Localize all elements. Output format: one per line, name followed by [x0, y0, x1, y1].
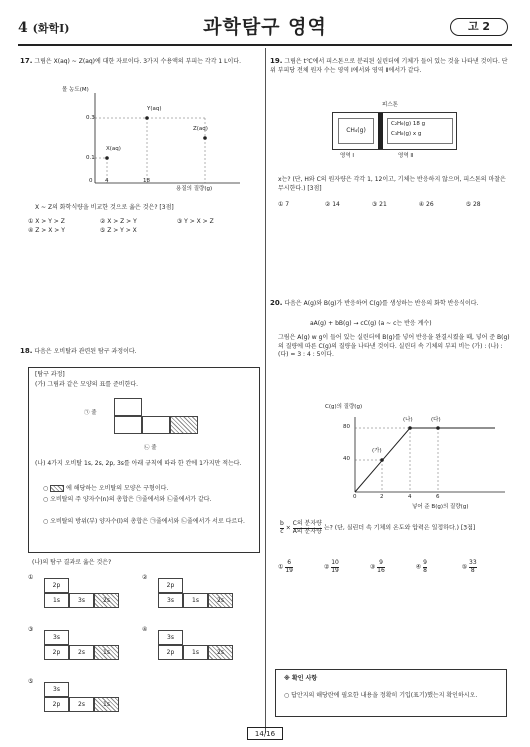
q18-option-1[interactable]: [28, 574, 138, 614]
cell: 3s: [44, 682, 69, 697]
box-title: [탐구 과정]: [35, 371, 65, 378]
piston-label: 피스톤: [382, 102, 398, 108]
choice[interactable]: ③ 21: [371, 201, 387, 208]
question-stem: 그림은 t℃에서 피스톤으로 분리된 실린더에 기체가 들어 있는 것을 나타낸 것이다. 단위 부피당 전체 원자 수는 영역 Ⅰ에서와 영역 Ⅱ에서가 같다.: [270, 58, 508, 74]
region-2-label: 영역 Ⅱ: [398, 153, 414, 159]
cell: 1s: [44, 593, 69, 608]
choice[interactable]: ⑤ Z > Y > X: [99, 226, 137, 234]
marker-na: [408, 426, 412, 430]
option-num: ④: [142, 626, 148, 633]
choice[interactable]: ① 7: [278, 201, 290, 208]
rule-2: ○ 오비탈의 주 양자수(n)의 총합은 ㉠줄에서와 ㉡줄에서가 같다.: [43, 496, 212, 503]
option-num: ②: [142, 574, 148, 581]
rule-3-text: 오비탈의 방위(부) 양자수(l)의 총합은 ㉠줄에서와 ㉡줄에서가 서로 다르다.: [50, 518, 245, 525]
cell: 2s: [69, 697, 94, 712]
question-number: 17.: [20, 57, 33, 65]
q18-question: (나)의 탐구 결과로 옳은 것은?: [32, 559, 112, 566]
choice[interactable]: ① $\frac{6}{19}$: [278, 559, 293, 574]
rule-1-text: 에 해당하는 오비탈의 모양은 구형이다.: [66, 485, 169, 492]
question-number: 20.: [270, 299, 283, 307]
cell: 2s: [69, 645, 94, 660]
q17-label-x: X(aq): [106, 146, 121, 152]
cylinder: [332, 112, 457, 150]
row2-label: ㉡ 줄: [144, 445, 157, 451]
section-number: 4: [18, 20, 28, 36]
grid-cell-hatched: [170, 416, 198, 434]
grid-cell: [114, 416, 142, 434]
point-x: [105, 156, 109, 160]
region-2-gas: [387, 118, 453, 144]
marker-label-ga: (가): [372, 448, 382, 454]
choice[interactable]: ③ Y > X > Z: [176, 218, 214, 225]
cell: 1s: [183, 645, 208, 660]
choice[interactable]: ⑤ 28: [465, 201, 481, 208]
cell: 1s: [94, 645, 119, 660]
q17-ytick-01: 0.1: [86, 155, 95, 161]
cell: 2p: [44, 697, 69, 712]
fraction-b-over-c: $\frac{b}{c}$: [280, 520, 284, 535]
q17-question: X ~ Z의 화학식량을 비교한 것으로 옳은 것은? [3점]: [35, 204, 174, 211]
page-title: 과학탐구 영역: [203, 16, 327, 38]
q17-ytick-03: 0.3: [86, 115, 95, 121]
q20-description: 그림은 A(g) w g이 들어 있는 실린더에 B(g)를 넣어 반응을 완결시켰을 때, 넣어 준 B(g)의 질량에 따른 C(g)의 질량을 나타낸 것이다. 실린더 속 기체의 부피 비는 (가) : (나) : (다) = 3 : 4 : 5이다.: [278, 334, 510, 359]
cell: 2p: [44, 578, 69, 593]
grid-top-cell: [114, 398, 142, 416]
choice[interactable]: ② 14: [324, 201, 340, 208]
question-20: [270, 298, 510, 309]
question-stem: 다음은 오비탈과 관련된 탐구 과정이다.: [34, 348, 137, 355]
q18-option-4[interactable]: [142, 626, 252, 666]
piston: [378, 113, 383, 149]
choice[interactable]: ② X > Z > Y: [99, 218, 137, 225]
notice-title: ※ 확인 사항: [284, 675, 318, 682]
region-1-label: 영역 Ⅰ: [340, 153, 354, 159]
q17-ylabel: 몰 농도(M): [62, 87, 89, 93]
q20-xlabel: 넣어 준 B(g)의 질량(g): [412, 504, 469, 510]
q17-xtick-4: 4: [105, 178, 109, 184]
grade-badge: 고 2: [450, 18, 508, 36]
q19-choices: [278, 201, 510, 210]
q18-option-2[interactable]: [142, 574, 252, 614]
hatched-swatch: [50, 485, 64, 492]
q20-xtick-6: 6: [436, 494, 440, 500]
notice-box: [275, 669, 507, 717]
question-stem: 다음은 A(g)와 B(g)가 반응하여 C(g)를 생성하는 반응의 화학 반응식이다.: [284, 300, 479, 307]
option-num: ⑤: [28, 678, 34, 685]
cell: 2p: [44, 645, 69, 660]
q20-ylabel: C(g)의 질량(g): [325, 404, 363, 410]
marker-ga: [380, 458, 384, 462]
row1-label: ㉠ 줄: [84, 410, 97, 416]
choice[interactable]: ③ $\frac{9}{16}$: [369, 559, 385, 574]
header-divider: [18, 44, 512, 46]
marker-da: [436, 426, 440, 430]
cell: 2s: [94, 593, 119, 608]
cell: 3s: [158, 593, 183, 608]
cell: 1s: [183, 593, 208, 608]
marker-label-na: (나): [403, 417, 413, 423]
question-18: [20, 346, 260, 357]
gas-c3h8: C₃H₈(g) x g: [391, 130, 422, 137]
cell: 2s: [208, 645, 233, 660]
point-z: [203, 136, 207, 140]
q17-chart: [55, 88, 255, 198]
gas-c2h6: C₂H₆(g) 18 g: [391, 121, 426, 127]
q17-choices: [28, 218, 263, 235]
q20-question-text: 는? (단, 실린더 속 기체의 온도와 압력은 일정하다.) [3점]: [323, 524, 476, 532]
question-17: [20, 56, 260, 67]
point-y: [145, 116, 149, 120]
grid-cell: [142, 416, 170, 434]
q20-ytick-40: 40: [343, 456, 350, 462]
q20-question: $\frac{b}{c}$ × $\frac{\text{C의 분자량}}{\text{A의 분자량}}$ 는? (단, 실린더 속 기체의 온도와 압력은 일정하다.) [3점]: [280, 520, 476, 535]
page-current: 14: [254, 730, 264, 738]
choice[interactable]: ④ Z > X > Y: [28, 226, 65, 234]
q17-xtick-18: 18: [143, 178, 150, 184]
rule-3: ○ 오비탈의 방위(부) 양자수(l)의 총합은 ㉠줄에서와 ㉡줄에서가 서로 다르다.: [43, 518, 245, 525]
choice[interactable]: ⑤ $\frac{33}{8}$: [461, 559, 477, 574]
q20-ytick-80: 80: [343, 424, 350, 430]
inquiry-box: [28, 367, 260, 553]
choice[interactable]: ④ $\frac{9}{8}$: [415, 559, 427, 574]
q20-chart: [340, 412, 510, 502]
choice[interactable]: ② $\frac{10}{19}$: [323, 559, 339, 574]
q17-label-y: Y(aq): [147, 106, 162, 112]
q18-option-5[interactable]: [28, 678, 138, 718]
q20-choices: [278, 560, 510, 574]
option-num: ③: [28, 626, 34, 633]
cell: 1s: [94, 697, 119, 712]
question-number: 18.: [20, 347, 33, 355]
step-a: (가) 그림과 같은 모양의 표를 준비한다.: [35, 381, 139, 388]
q17-ytick-0: 0: [89, 178, 93, 184]
question-number: 19.: [270, 57, 283, 65]
q18-option-3[interactable]: [28, 626, 138, 666]
rule-2-text: 오비탈의 주 양자수(n)의 총합은 ㉠줄에서와 ㉡줄에서가 같다.: [50, 496, 212, 503]
page-number: 14/16: [247, 727, 283, 740]
cell: 3s: [44, 630, 69, 645]
notice-text: ○ 답안지의 해당란에 필요한 내용을 정확히 기입(표기)했는지 확인하시오.: [284, 691, 478, 699]
question-stem: 그림은 X(aq) ~ Z(aq)에 대한 자료이다. 3가지 수용액의 부피는 각각 1 L이다.: [34, 58, 241, 65]
rule-1: ○ 에 해당하는 오비탈의 모양은 구형이다.: [43, 485, 169, 492]
q20-xtick-2: 2: [380, 494, 384, 500]
option-num: ①: [28, 574, 34, 581]
chemical-equation: aA(g) + bB(g) → cC(g) (a ~ c는 반응 계수): [310, 320, 432, 327]
question-19: [270, 56, 510, 75]
choice[interactable]: ① X > Y > Z: [28, 218, 65, 225]
q19-question: x는? (단, H와 C의 원자량은 각각 1, 12이고, 기체는 반응하지 않으며, 피스톤의 마찰은 무시한다.) [3점]: [278, 176, 506, 192]
region-1-gas: CH₄(g): [338, 118, 374, 144]
q20-xtick-4: 4: [408, 494, 412, 500]
column-divider: [265, 48, 266, 733]
cell: 3s: [158, 630, 183, 645]
choice[interactable]: ④ 26: [418, 201, 434, 208]
cell: 3s: [69, 593, 94, 608]
marker-label-da: (다): [431, 417, 441, 423]
cell: 2p: [158, 578, 183, 593]
step-b: (나) 4가지 오비탈 1s, 2s, 2p, 3s를 아래 규칙에 따라 한 칸에 1가지만 적는다.: [35, 460, 242, 467]
cell: 2s: [208, 593, 233, 608]
q20-xtick-0: 0: [353, 494, 357, 500]
page-total: 16: [266, 730, 276, 738]
q17-xlabel: 용질의 질량(g): [176, 186, 213, 192]
q17-label-z: Z(aq): [193, 126, 208, 132]
cell: 2p: [158, 645, 183, 660]
section-name: (화학Ⅰ): [32, 22, 70, 35]
fraction-molar-mass: $\frac{\text{C의 분자량}}{\text{A의 분자량}}$: [292, 520, 322, 535]
